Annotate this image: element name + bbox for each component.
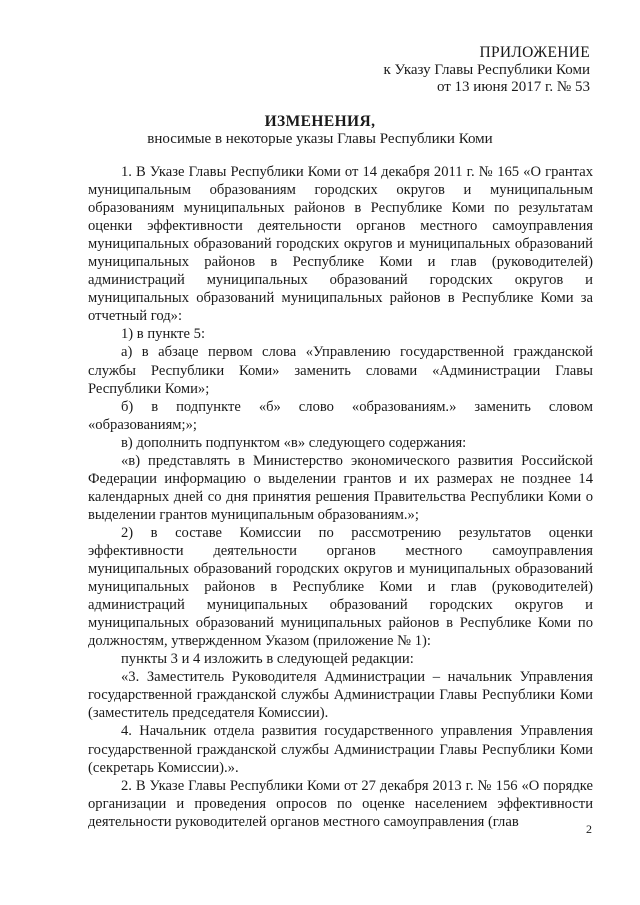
- paragraph-11: 2. В Указе Главы Республики Коми от 27 декабря 2013 г. № 156 «О порядке организации и проведения опросов по оценке населением эффективности деятельности руководителей органов местного самоуправления (глав: [88, 777, 593, 830]
- appendix-decree-ref: к Указу Главы Республики Коми: [383, 61, 590, 78]
- paragraph-9: «3. Заместитель Руководителя Администрации – начальник Управления государственной гражданской службы Администрации Главы Республики Коми (заместитель председателя Комиссии).: [88, 669, 593, 722]
- paragraph-8: пункты 3 и 4 изложить в следующей редакции:: [121, 651, 414, 668]
- document-body: [88, 163, 593, 831]
- document-subtitle: вносимые в некоторые указы Главы Республики Коми: [147, 131, 493, 147]
- paragraph-4: б) в подпункте «б» слово «образованиям.» заменить словом «образованиям;»;: [88, 398, 593, 433]
- paragraph-5: в) дополнить подпунктом «в» следующего содержания:: [121, 434, 467, 451]
- appendix-title: ПРИЛОЖЕНИЕ: [479, 44, 590, 61]
- page-number: 2: [586, 822, 592, 836]
- paragraph-1: 1. В Указе Главы Республики Коми от 14 декабря 2011 г. № 165 «О грантах муниципальным образованиям городских округов и муниципальным образованиям муниципальных районов в Республике Коми по результатам оценки эффективности деятельности органов местного самоуправления муниципальных образований городских округов и муниципальных образований муниципальных районов в Республике Коми и глав (руководителей) администраций муниципальных образований городских округов и муниципальных образований муниципальных районов в Республике Коми за отчетный год»:: [88, 164, 593, 325]
- appendix-header: [383, 44, 590, 97]
- paragraph-10: 4. Начальник отдела развития государственного управления Управления государственной гражданской службы Администрации Главы Республики Коми (секретарь Комиссии).».: [88, 723, 593, 776]
- appendix-decree-date: от 13 июня 2017 г. № 53: [436, 79, 590, 95]
- paragraph-3: а) в абзаце первом слова «Управлению государственной гражданской службы Республики Коми» заменить словами «Администрации Главы Республики Коми»;: [88, 344, 593, 397]
- paragraph-6: «в) представлять в Министерство экономического развития Российской Федерации информацию о выделении грантов и их размерах не позднее 14 календарных дней со дня принятия решения Правительства Республики Коми о выделении грантов муниципальным образованиям.»;: [88, 452, 593, 523]
- paragraph-2: 1) в пункте 5:: [121, 326, 206, 343]
- document-title: ИЗМЕНЕНИЯ,: [264, 113, 376, 130]
- paragraph-7: 2) в составе Комиссии по рассмотрению результатов оценки эффективности деятельности органов местного самоуправления муниципальных образований городских округов и муниципальных образований муниципальных районов в Республике Коми и глав (руководителей) администраций муниципальных образований городских округов и муниципальных образований муниципальных районов в Республике Коми по должностям, утвержденном Указом (приложение № 1):: [88, 524, 593, 650]
